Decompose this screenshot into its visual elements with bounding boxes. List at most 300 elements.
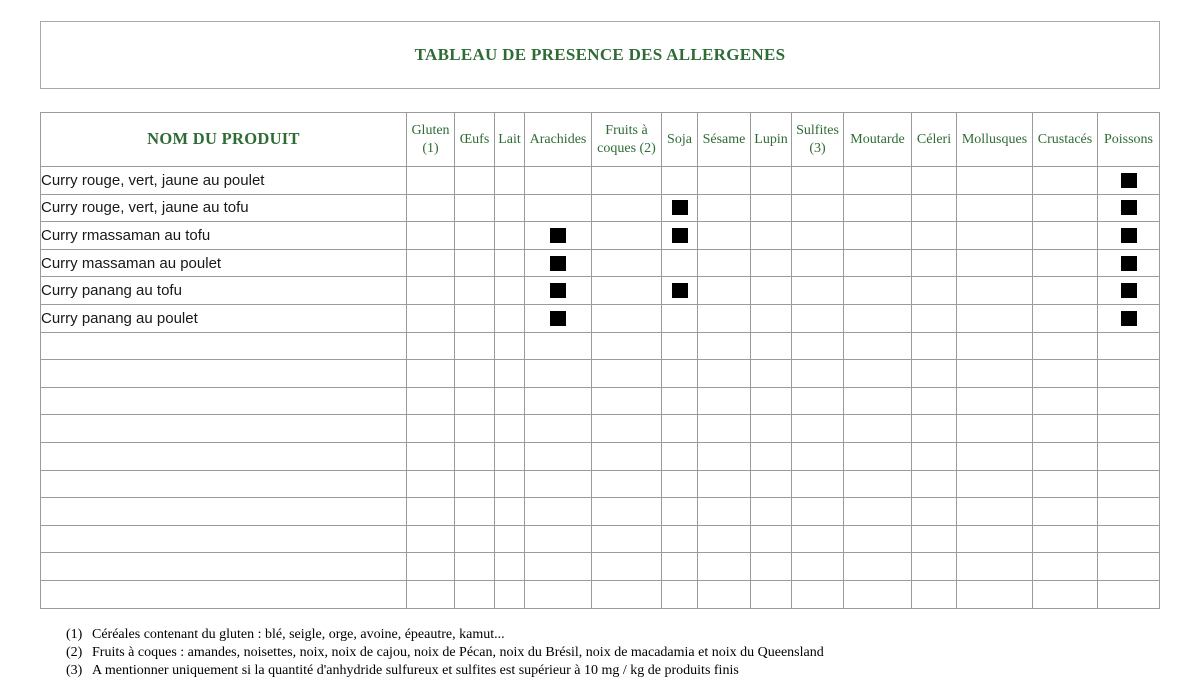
empty-allergen-cell bbox=[1098, 442, 1160, 470]
empty-allergen-cell bbox=[957, 360, 1033, 388]
allergen-column-header: Céleri bbox=[912, 113, 957, 167]
empty-allergen-cell bbox=[592, 498, 662, 526]
empty-product-cell bbox=[41, 415, 407, 443]
allergen-table bbox=[40, 112, 1160, 609]
empty-allergen-cell bbox=[957, 415, 1033, 443]
allergen-column-header: Fruits à coques (2) bbox=[592, 113, 662, 167]
empty-allergen-cell bbox=[698, 553, 751, 581]
empty-allergen-cell bbox=[1098, 470, 1160, 498]
product-row bbox=[41, 277, 1160, 305]
allergen-absent-cell bbox=[407, 194, 455, 222]
empty-allergen-cell bbox=[844, 415, 912, 443]
empty-allergen-cell bbox=[662, 415, 698, 443]
allergen-present-cell bbox=[525, 222, 592, 250]
allergen-absent-cell bbox=[844, 304, 912, 332]
empty-allergen-cell bbox=[912, 387, 957, 415]
empty-allergen-cell bbox=[525, 387, 592, 415]
product-row bbox=[41, 167, 1160, 195]
allergen-absent-cell bbox=[912, 167, 957, 195]
empty-allergen-cell bbox=[455, 360, 495, 388]
allergen-present-marker bbox=[1121, 228, 1137, 243]
allergen-absent-cell bbox=[751, 277, 792, 305]
empty-row bbox=[41, 553, 1160, 581]
allergen-absent-cell bbox=[662, 249, 698, 277]
empty-allergen-cell bbox=[592, 415, 662, 443]
allergen-column-header: Lait bbox=[495, 113, 525, 167]
allergen-absent-cell bbox=[698, 304, 751, 332]
allergen-absent-cell bbox=[525, 167, 592, 195]
empty-allergen-cell bbox=[455, 442, 495, 470]
empty-allergen-cell bbox=[662, 580, 698, 608]
empty-allergen-cell bbox=[698, 580, 751, 608]
allergen-absent-cell bbox=[455, 304, 495, 332]
product-column-header: NOM DU PRODUIT bbox=[41, 113, 407, 167]
allergen-absent-cell bbox=[912, 222, 957, 250]
allergen-absent-cell bbox=[495, 277, 525, 305]
empty-allergen-cell bbox=[525, 470, 592, 498]
empty-allergen-cell bbox=[792, 415, 844, 443]
empty-allergen-cell bbox=[698, 332, 751, 360]
empty-allergen-cell bbox=[912, 415, 957, 443]
empty-allergen-cell bbox=[525, 332, 592, 360]
empty-allergen-cell bbox=[912, 442, 957, 470]
empty-allergen-cell bbox=[592, 442, 662, 470]
empty-allergen-cell bbox=[455, 470, 495, 498]
empty-allergen-cell bbox=[957, 553, 1033, 581]
allergen-absent-cell bbox=[912, 304, 957, 332]
allergen-absent-cell bbox=[698, 222, 751, 250]
empty-product-cell bbox=[41, 360, 407, 388]
empty-row bbox=[41, 498, 1160, 526]
empty-allergen-cell bbox=[792, 442, 844, 470]
footnote-number: (3) bbox=[66, 663, 83, 678]
allergen-absent-cell bbox=[792, 167, 844, 195]
allergen-absent-cell bbox=[698, 167, 751, 195]
empty-allergen-cell bbox=[455, 525, 495, 553]
allergen-present-cell bbox=[662, 277, 698, 305]
empty-allergen-cell bbox=[1033, 580, 1098, 608]
empty-allergen-cell bbox=[495, 332, 525, 360]
empty-row bbox=[41, 525, 1160, 553]
empty-allergen-cell bbox=[407, 332, 455, 360]
empty-allergen-cell bbox=[662, 387, 698, 415]
empty-allergen-cell bbox=[662, 525, 698, 553]
allergen-column-header: Crustacés bbox=[1033, 113, 1098, 167]
allergen-absent-cell bbox=[407, 249, 455, 277]
allergen-absent-cell bbox=[592, 249, 662, 277]
allergen-present-cell bbox=[525, 304, 592, 332]
allergen-absent-cell bbox=[792, 277, 844, 305]
empty-product-cell bbox=[41, 387, 407, 415]
empty-allergen-cell bbox=[1033, 360, 1098, 388]
empty-allergen-cell bbox=[751, 387, 792, 415]
allergen-column-header: Soja bbox=[662, 113, 698, 167]
empty-allergen-cell bbox=[1033, 415, 1098, 443]
empty-allergen-cell bbox=[957, 442, 1033, 470]
empty-product-cell bbox=[41, 332, 407, 360]
empty-allergen-cell bbox=[592, 360, 662, 388]
empty-allergen-cell bbox=[792, 360, 844, 388]
allergen-present-cell bbox=[1098, 194, 1160, 222]
allergen-absent-cell bbox=[1033, 304, 1098, 332]
empty-allergen-cell bbox=[495, 580, 525, 608]
empty-allergen-cell bbox=[698, 498, 751, 526]
allergen-present-marker bbox=[672, 228, 688, 243]
empty-allergen-cell bbox=[525, 442, 592, 470]
allergen-absent-cell bbox=[662, 304, 698, 332]
empty-allergen-cell bbox=[844, 332, 912, 360]
allergen-column-header: Mollusques bbox=[957, 113, 1033, 167]
allergen-absent-cell bbox=[592, 277, 662, 305]
empty-allergen-cell bbox=[495, 360, 525, 388]
empty-allergen-cell bbox=[495, 553, 525, 581]
footnote-line bbox=[66, 644, 1166, 662]
allergen-column-header: Poissons bbox=[1098, 113, 1160, 167]
allergen-absent-cell bbox=[495, 222, 525, 250]
empty-allergen-cell bbox=[792, 553, 844, 581]
allergen-absent-cell bbox=[792, 304, 844, 332]
allergen-absent-cell bbox=[792, 222, 844, 250]
allergen-present-marker bbox=[550, 256, 566, 271]
allergen-absent-cell bbox=[455, 222, 495, 250]
empty-allergen-cell bbox=[792, 580, 844, 608]
empty-allergen-cell bbox=[957, 332, 1033, 360]
title-box bbox=[40, 21, 1160, 89]
allergen-column-header: Lupin bbox=[751, 113, 792, 167]
empty-allergen-cell bbox=[844, 498, 912, 526]
empty-allergen-cell bbox=[525, 580, 592, 608]
allergen-present-cell bbox=[1098, 304, 1160, 332]
allergen-present-marker bbox=[1121, 283, 1137, 298]
empty-row bbox=[41, 470, 1160, 498]
allergen-present-cell bbox=[1098, 222, 1160, 250]
empty-allergen-cell bbox=[751, 525, 792, 553]
empty-allergen-cell bbox=[698, 525, 751, 553]
allergen-absent-cell bbox=[844, 249, 912, 277]
empty-allergen-cell bbox=[792, 525, 844, 553]
product-row bbox=[41, 304, 1160, 332]
allergen-absent-cell bbox=[1033, 277, 1098, 305]
allergen-column-header: Sésame bbox=[698, 113, 751, 167]
empty-product-cell bbox=[41, 580, 407, 608]
empty-allergen-cell bbox=[751, 415, 792, 443]
empty-allergen-cell bbox=[407, 360, 455, 388]
empty-allergen-cell bbox=[1033, 387, 1098, 415]
allergen-present-cell bbox=[662, 222, 698, 250]
empty-allergen-cell bbox=[1098, 332, 1160, 360]
footnote-number: (2) bbox=[66, 645, 83, 660]
empty-product-cell bbox=[41, 525, 407, 553]
empty-allergen-cell bbox=[912, 580, 957, 608]
allergen-absent-cell bbox=[1033, 249, 1098, 277]
empty-allergen-cell bbox=[592, 387, 662, 415]
empty-allergen-cell bbox=[1098, 580, 1160, 608]
empty-allergen-cell bbox=[792, 498, 844, 526]
allergen-absent-cell bbox=[495, 249, 525, 277]
empty-allergen-cell bbox=[455, 415, 495, 443]
allergen-absent-cell bbox=[1033, 167, 1098, 195]
empty-allergen-cell bbox=[592, 553, 662, 581]
allergen-absent-cell bbox=[407, 222, 455, 250]
product-row bbox=[41, 249, 1160, 277]
allergen-present-marker bbox=[550, 283, 566, 298]
empty-allergen-cell bbox=[662, 553, 698, 581]
allergen-present-marker bbox=[550, 228, 566, 243]
allergen-absent-cell bbox=[1033, 194, 1098, 222]
empty-allergen-cell bbox=[495, 415, 525, 443]
empty-allergen-cell bbox=[1098, 553, 1160, 581]
empty-allergen-cell bbox=[407, 415, 455, 443]
allergen-absent-cell bbox=[698, 277, 751, 305]
empty-allergen-cell bbox=[407, 442, 455, 470]
empty-allergen-cell bbox=[592, 580, 662, 608]
empty-allergen-cell bbox=[844, 442, 912, 470]
empty-allergen-cell bbox=[662, 360, 698, 388]
allergen-absent-cell bbox=[957, 249, 1033, 277]
footnote-line bbox=[66, 662, 1166, 680]
allergen-absent-cell bbox=[455, 277, 495, 305]
allergen-absent-cell bbox=[1033, 222, 1098, 250]
allergen-absent-cell bbox=[495, 304, 525, 332]
footnote-text: A mentionner uniquement si la quantité d'anhydride sulfureux et sulfites est supérieur à 10 mg / kg de produits finis bbox=[92, 663, 739, 678]
empty-product-cell bbox=[41, 470, 407, 498]
empty-allergen-cell bbox=[455, 387, 495, 415]
allergen-absent-cell bbox=[525, 194, 592, 222]
allergen-absent-cell bbox=[792, 249, 844, 277]
empty-allergen-cell bbox=[698, 442, 751, 470]
empty-allergen-cell bbox=[1098, 525, 1160, 553]
allergen-absent-cell bbox=[495, 194, 525, 222]
empty-allergen-cell bbox=[751, 442, 792, 470]
empty-allergen-cell bbox=[844, 580, 912, 608]
empty-allergen-cell bbox=[844, 553, 912, 581]
empty-allergen-cell bbox=[1098, 498, 1160, 526]
allergen-absent-cell bbox=[592, 167, 662, 195]
empty-product-cell bbox=[41, 498, 407, 526]
allergen-present-marker bbox=[550, 311, 566, 326]
empty-allergen-cell bbox=[751, 332, 792, 360]
empty-allergen-cell bbox=[407, 470, 455, 498]
allergen-absent-cell bbox=[912, 194, 957, 222]
empty-allergen-cell bbox=[698, 360, 751, 388]
empty-product-cell bbox=[41, 442, 407, 470]
empty-allergen-cell bbox=[662, 470, 698, 498]
allergen-present-cell bbox=[525, 277, 592, 305]
empty-allergen-cell bbox=[912, 553, 957, 581]
empty-allergen-cell bbox=[1098, 415, 1160, 443]
empty-allergen-cell bbox=[407, 387, 455, 415]
allergen-present-marker bbox=[1121, 256, 1137, 271]
empty-allergen-cell bbox=[912, 470, 957, 498]
empty-allergen-cell bbox=[455, 498, 495, 526]
allergen-present-cell bbox=[525, 249, 592, 277]
header-row bbox=[41, 113, 1160, 167]
empty-allergen-cell bbox=[751, 580, 792, 608]
allergen-absent-cell bbox=[844, 194, 912, 222]
empty-allergen-cell bbox=[957, 580, 1033, 608]
allergen-present-cell bbox=[1098, 167, 1160, 195]
empty-product-cell bbox=[41, 553, 407, 581]
empty-allergen-cell bbox=[662, 442, 698, 470]
empty-allergen-cell bbox=[844, 360, 912, 388]
allergen-absent-cell bbox=[407, 304, 455, 332]
allergen-absent-cell bbox=[455, 167, 495, 195]
allergen-absent-cell bbox=[455, 194, 495, 222]
product-row bbox=[41, 222, 1160, 250]
empty-row bbox=[41, 580, 1160, 608]
empty-allergen-cell bbox=[1033, 525, 1098, 553]
footnote-text: Fruits à coques : amandes, noisettes, noix, noix de cajou, noix de Pécan, noix du Brésil, noix de macadamia et noix du Queensland bbox=[92, 645, 824, 660]
empty-allergen-cell bbox=[751, 553, 792, 581]
empty-row bbox=[41, 442, 1160, 470]
allergen-absent-cell bbox=[592, 304, 662, 332]
allergen-absent-cell bbox=[844, 222, 912, 250]
table-body bbox=[41, 167, 1160, 609]
allergen-present-marker bbox=[1121, 200, 1137, 215]
allergen-absent-cell bbox=[407, 277, 455, 305]
empty-allergen-cell bbox=[407, 580, 455, 608]
empty-allergen-cell bbox=[751, 498, 792, 526]
allergen-absent-cell bbox=[844, 167, 912, 195]
page-title: TABLEAU DE PRESENCE DES ALLERGENES bbox=[414, 45, 786, 64]
allergen-absent-cell bbox=[751, 222, 792, 250]
empty-allergen-cell bbox=[957, 498, 1033, 526]
allergen-absent-cell bbox=[592, 222, 662, 250]
empty-allergen-cell bbox=[1098, 387, 1160, 415]
empty-allergen-cell bbox=[698, 387, 751, 415]
allergen-absent-cell bbox=[751, 249, 792, 277]
allergen-absent-cell bbox=[751, 304, 792, 332]
product-name: Curry rouge, vert, jaune au poulet bbox=[41, 167, 407, 195]
empty-allergen-cell bbox=[1098, 360, 1160, 388]
empty-allergen-cell bbox=[912, 498, 957, 526]
empty-allergen-cell bbox=[957, 525, 1033, 553]
empty-allergen-cell bbox=[455, 580, 495, 608]
empty-allergen-cell bbox=[912, 525, 957, 553]
empty-allergen-cell bbox=[495, 470, 525, 498]
allergen-absent-cell bbox=[592, 194, 662, 222]
empty-row bbox=[41, 332, 1160, 360]
empty-allergen-cell bbox=[751, 470, 792, 498]
empty-allergen-cell bbox=[407, 525, 455, 553]
allergen-present-cell bbox=[662, 194, 698, 222]
empty-allergen-cell bbox=[1033, 553, 1098, 581]
allergen-column-header: Sulfites (3) bbox=[792, 113, 844, 167]
empty-allergen-cell bbox=[592, 332, 662, 360]
allergen-present-marker bbox=[1121, 311, 1137, 326]
allergen-absent-cell bbox=[957, 194, 1033, 222]
empty-allergen-cell bbox=[792, 387, 844, 415]
empty-allergen-cell bbox=[495, 525, 525, 553]
allergen-column-header: Œufs bbox=[455, 113, 495, 167]
empty-allergen-cell bbox=[698, 470, 751, 498]
empty-allergen-cell bbox=[495, 387, 525, 415]
empty-allergen-cell bbox=[844, 470, 912, 498]
allergen-present-cell bbox=[1098, 277, 1160, 305]
product-name: Curry panang au poulet bbox=[41, 304, 407, 332]
allergen-column-header: Gluten (1) bbox=[407, 113, 455, 167]
empty-allergen-cell bbox=[1033, 470, 1098, 498]
empty-allergen-cell bbox=[495, 498, 525, 526]
allergen-absent-cell bbox=[698, 194, 751, 222]
empty-allergen-cell bbox=[792, 470, 844, 498]
allergen-absent-cell bbox=[407, 167, 455, 195]
empty-allergen-cell bbox=[844, 387, 912, 415]
footnote-number: (1) bbox=[66, 627, 83, 642]
footnote-text: Céréales contenant du gluten : blé, seigle, orge, avoine, épeautre, kamut... bbox=[92, 627, 505, 642]
empty-allergen-cell bbox=[455, 553, 495, 581]
empty-allergen-cell bbox=[455, 332, 495, 360]
empty-allergen-cell bbox=[957, 470, 1033, 498]
allergen-absent-cell bbox=[844, 277, 912, 305]
empty-allergen-cell bbox=[1033, 332, 1098, 360]
empty-allergen-cell bbox=[912, 360, 957, 388]
allergen-absent-cell bbox=[662, 167, 698, 195]
empty-row bbox=[41, 415, 1160, 443]
allergen-absent-cell bbox=[751, 167, 792, 195]
allergen-absent-cell bbox=[912, 249, 957, 277]
empty-row bbox=[41, 360, 1160, 388]
allergen-absent-cell bbox=[957, 167, 1033, 195]
allergen-absent-cell bbox=[698, 249, 751, 277]
empty-allergen-cell bbox=[525, 498, 592, 526]
empty-allergen-cell bbox=[525, 525, 592, 553]
empty-allergen-cell bbox=[495, 442, 525, 470]
table-header bbox=[41, 113, 1160, 167]
product-row bbox=[41, 194, 1160, 222]
allergen-absent-cell bbox=[751, 194, 792, 222]
allergen-absent-cell bbox=[455, 249, 495, 277]
empty-allergen-cell bbox=[957, 387, 1033, 415]
empty-allergen-cell bbox=[1033, 442, 1098, 470]
product-name: Curry massaman au poulet bbox=[41, 249, 407, 277]
allergen-present-marker bbox=[672, 200, 688, 215]
empty-allergen-cell bbox=[698, 415, 751, 443]
empty-allergen-cell bbox=[592, 470, 662, 498]
allergen-absent-cell bbox=[792, 194, 844, 222]
allergen-present-marker bbox=[1121, 173, 1137, 188]
allergen-column-header: Arachides bbox=[525, 113, 592, 167]
allergen-absent-cell bbox=[957, 222, 1033, 250]
allergen-absent-cell bbox=[495, 167, 525, 195]
empty-allergen-cell bbox=[407, 498, 455, 526]
footnote-line bbox=[66, 626, 1166, 644]
footnotes bbox=[66, 626, 1166, 680]
empty-allergen-cell bbox=[912, 332, 957, 360]
product-name: Curry rmassaman au tofu bbox=[41, 222, 407, 250]
empty-allergen-cell bbox=[525, 553, 592, 581]
empty-allergen-cell bbox=[792, 332, 844, 360]
allergen-present-cell bbox=[1098, 249, 1160, 277]
allergen-absent-cell bbox=[957, 277, 1033, 305]
empty-allergen-cell bbox=[407, 553, 455, 581]
empty-allergen-cell bbox=[525, 360, 592, 388]
product-name: Curry rouge, vert, jaune au tofu bbox=[41, 194, 407, 222]
empty-allergen-cell bbox=[662, 332, 698, 360]
allergen-absent-cell bbox=[957, 304, 1033, 332]
empty-allergen-cell bbox=[525, 415, 592, 443]
empty-allergen-cell bbox=[844, 525, 912, 553]
allergen-column-header: Moutarde bbox=[844, 113, 912, 167]
empty-allergen-cell bbox=[662, 498, 698, 526]
empty-allergen-cell bbox=[1033, 498, 1098, 526]
product-name: Curry panang au tofu bbox=[41, 277, 407, 305]
allergen-present-marker bbox=[672, 283, 688, 298]
empty-allergen-cell bbox=[751, 360, 792, 388]
empty-allergen-cell bbox=[592, 525, 662, 553]
empty-row bbox=[41, 387, 1160, 415]
allergen-absent-cell bbox=[912, 277, 957, 305]
